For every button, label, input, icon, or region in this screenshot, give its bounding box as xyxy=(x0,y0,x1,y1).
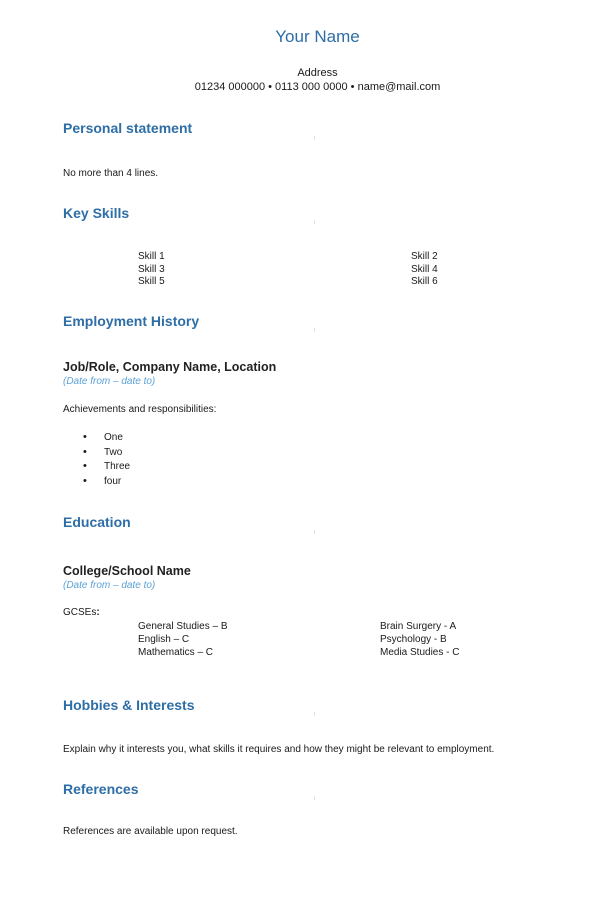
grades-left-column xyxy=(138,621,228,661)
section-marker xyxy=(314,220,315,224)
skills-right-column xyxy=(411,251,438,289)
section-marker xyxy=(314,796,315,800)
skill-item: Skill 3 xyxy=(138,263,165,275)
cv-name: Your Name xyxy=(275,27,360,46)
grade-item: Mathematics – C xyxy=(138,647,214,659)
grade-item: General Studies – B xyxy=(138,621,228,632)
personal-statement-heading: Personal statement xyxy=(63,120,193,136)
section-marker xyxy=(314,328,315,332)
hobbies-heading: Hobbies & Interests xyxy=(63,697,195,713)
gcse-label-colon: : xyxy=(96,607,100,618)
section-marker xyxy=(314,530,315,534)
gcse-label xyxy=(63,607,100,618)
grade-item: Brain Surgery - A xyxy=(380,621,457,632)
section-marker xyxy=(314,712,315,716)
employment-heading: Employment History xyxy=(63,313,200,329)
skill-item: Skill 6 xyxy=(411,276,438,288)
grade-item: Media Studies - C xyxy=(380,647,460,659)
gcse-label-text: GCSEs xyxy=(63,607,97,618)
section-marker xyxy=(314,136,315,140)
list-item: • Two xyxy=(83,447,130,462)
job-title: Job/Role, Company Name, Location xyxy=(63,360,277,374)
references-heading: References xyxy=(63,781,139,797)
contact-line: 01234 000000 • 0113 000 0000 • name@mail.com xyxy=(194,81,441,93)
personal-statement-text: No more than 4 lines. xyxy=(63,168,159,179)
skill-item: Skill 5 xyxy=(138,276,165,288)
skill-item: Skill 1 xyxy=(138,251,165,262)
skills-left-column xyxy=(138,251,165,289)
school-name: College/School Name xyxy=(63,564,191,578)
achievements-list xyxy=(83,432,130,490)
references-text: References are available upon request. xyxy=(63,826,238,837)
grade-item: English – C xyxy=(138,634,190,646)
achievements-label: Achievements and responsibilities: xyxy=(63,404,217,415)
list-item: • four xyxy=(83,476,130,491)
address-line: Address xyxy=(297,67,338,79)
hobbies-text: Explain why it interests you, what skills it requires and how they might be relevant to employment. xyxy=(63,744,495,755)
skill-item: Skill 4 xyxy=(411,263,438,275)
key-skills-heading: Key Skills xyxy=(63,205,130,221)
school-dates: (Date from – date to) xyxy=(63,580,156,591)
skill-item: Skill 2 xyxy=(411,251,438,262)
list-item: • One xyxy=(83,432,130,447)
list-item: • Three xyxy=(83,461,130,476)
education-heading: Education xyxy=(63,514,131,530)
grade-item: Psychology - B xyxy=(380,634,447,646)
grades-right-column xyxy=(380,621,459,661)
job-dates: (Date from – date to) xyxy=(63,376,156,387)
